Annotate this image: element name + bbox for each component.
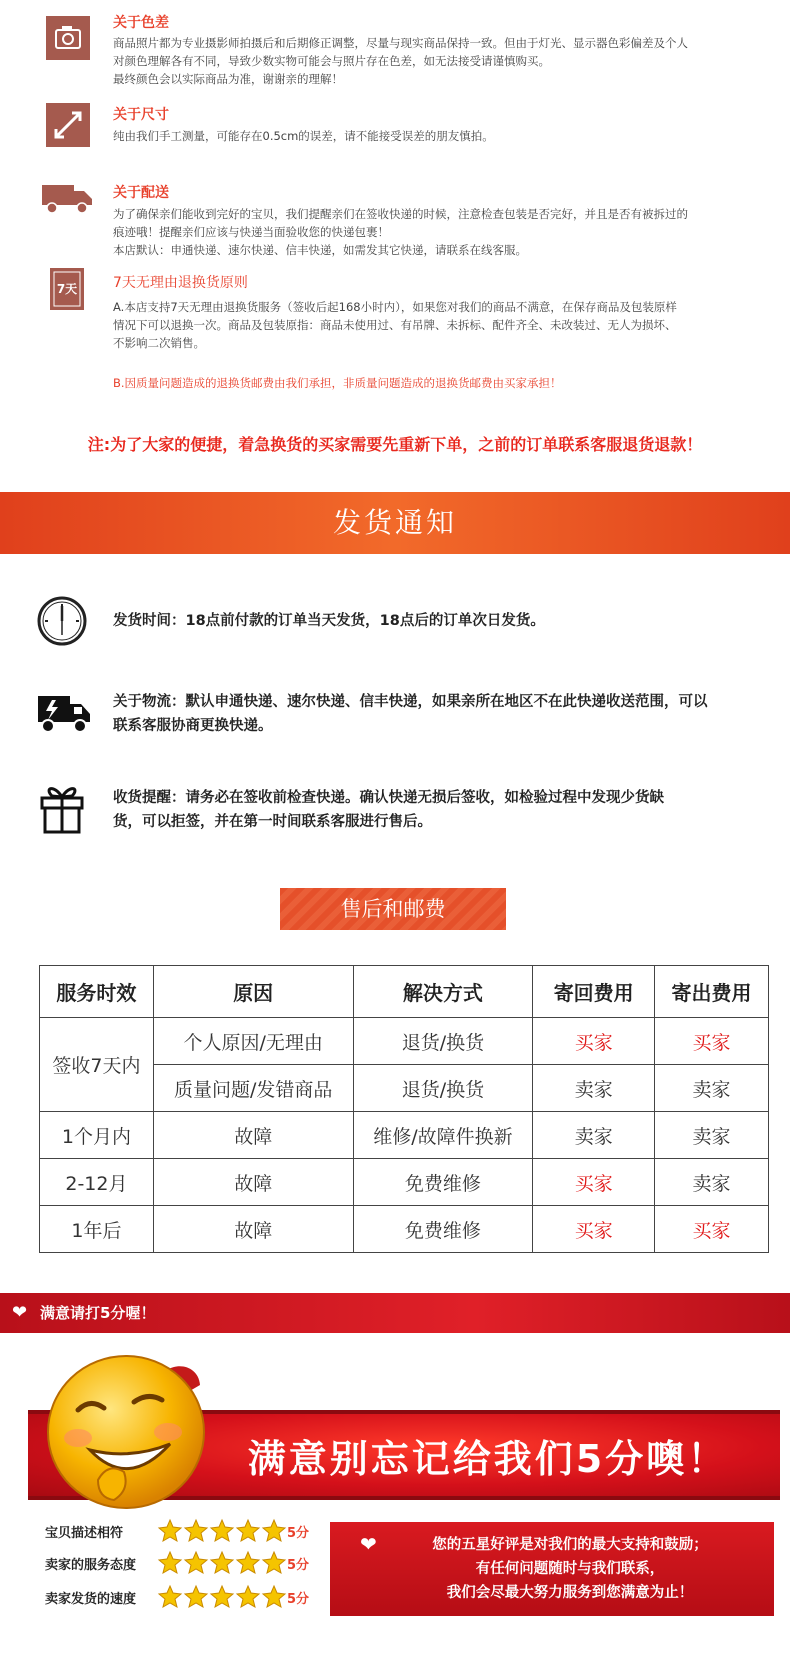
notice-title: 关于色差 xyxy=(113,15,169,31)
send-fee-cell: 买家 xyxy=(655,1206,769,1253)
ruler-icon xyxy=(46,103,90,147)
reason-cell: 个人原因/无理由 xyxy=(153,1018,353,1065)
rating-score: 5分 xyxy=(287,1558,310,1573)
express-truck-icon xyxy=(36,694,92,750)
heart-icon: ❤ xyxy=(12,1302,28,1323)
rating-score: 5分 xyxy=(287,1592,310,1607)
notice-text: A.本店支持7天无理由退换货服务（签收后起168小时内），如果您对我们的商品不满意，在保存商品及包装原样 情况下可以退换一次。商品及包装原指：商品未使用过、有吊牌、未拆标、配件齐全、未改装过、无人为损坏、 不影响二次销售。 xyxy=(113,300,677,350)
praise-line: 我们会尽最大努力服务到您满意为止！ xyxy=(446,1585,694,1601)
return-fee-cell: 卖家 xyxy=(533,1112,655,1159)
praise-box xyxy=(330,1522,774,1616)
rating-label: 卖家的服务态度 xyxy=(45,1558,137,1573)
notice-title: 7天无理由退换货原则 xyxy=(113,275,248,291)
rating-label: 宝贝描述相符 xyxy=(45,1526,124,1541)
send-fee-cell: 卖家 xyxy=(655,1159,769,1206)
five-star-banner-text: 满意别忘记给我们5分噢！ xyxy=(247,1437,729,1481)
notice-text: 纯由我们手工测量，可能存在0.5cm的误差，请不能接受误差的朋友慎拍。 xyxy=(113,129,494,143)
notice-title: 关于尺寸 xyxy=(113,107,169,123)
ship-time-text: 发货时间：18点前付款的订单当天发货，18点后的订单次日发货。 xyxy=(113,613,545,629)
rating-bar xyxy=(0,1293,790,1333)
shipping-banner: 发货通知 xyxy=(0,492,790,554)
smiley-icon xyxy=(38,1340,218,1520)
notice-text: 为了确保亲们能收到完好的宝贝，我们提醒亲们在签收快递的时候，注意检查包装是否完好，并且是否有被拆过的 痕迹哦！提醒亲们应该与快递当面验收您的快递包裹！ 本店默认：申通快递、速尔快递、信丰快递，如需发其它快递，请联系在线客服。 xyxy=(113,207,688,257)
return-fee-cell: 卖家 xyxy=(533,1065,655,1112)
return-fee-cell: 买家 xyxy=(533,1206,655,1253)
gift-icon xyxy=(36,780,92,836)
solution-cell: 免费维修 xyxy=(353,1206,533,1253)
solution-cell: 退货/换货 xyxy=(353,1018,533,1065)
table-row xyxy=(40,1018,769,1065)
send-fee-cell: 卖家 xyxy=(655,1112,769,1159)
send-fee-cell: 买家 xyxy=(655,1018,769,1065)
ship-reminder-text: 收货提醒：请务必在签收前检查快递。确认快递无损后签收，如检验过程中发现少货缺 货，可以拒签，并在第一时间联系客服进行售后。 xyxy=(113,790,664,830)
calendar-7-label: 7天 xyxy=(56,282,78,296)
rating-score: 5分 xyxy=(287,1526,310,1541)
reason-cell: 故障 xyxy=(153,1112,353,1159)
truck-icon xyxy=(42,183,94,215)
period-cell: 1年后 xyxy=(40,1206,154,1253)
header-period: 服务时效 xyxy=(40,966,154,1018)
camera-icon xyxy=(46,16,90,60)
rating-service xyxy=(45,1550,325,1578)
reason-cell: 故障 xyxy=(153,1159,353,1206)
notice-title: 关于配送 xyxy=(113,185,169,201)
quality-postage-note: B.因质量问题造成的退换货邮费由我们承担，非质量问题造成的退换货邮费由买家承担！ xyxy=(113,376,562,390)
period-cell: 签收7天内 xyxy=(40,1018,154,1112)
rating-speed xyxy=(45,1584,325,1612)
solution-cell: 退货/换货 xyxy=(353,1065,533,1112)
praise-line: 有任何问题随时与我们联系， xyxy=(475,1561,665,1577)
table-header-row xyxy=(40,966,769,1018)
rating-bar-text: 满意请打5分喔！ xyxy=(40,1304,156,1322)
notice-text: 商品照片都为专业摄影师拍摄后和后期修正调整，尽量与现实商品保持一致。但由于灯光、显示器色彩偏差及个人 对颜色理解各有不同，导致少数实物可能会与照片存在色差，如无法接受请谨慎购买。 最终颜色会以实际商品为准，谢谢亲的理解！ xyxy=(113,36,688,86)
header-send-fee: 寄出费用 xyxy=(655,966,769,1018)
solution-cell: 免费维修 xyxy=(353,1159,533,1206)
reason-cell: 故障 xyxy=(153,1206,353,1253)
period-cell: 2-12月 xyxy=(40,1159,154,1206)
reason-cell: 质量问题/发错商品 xyxy=(153,1065,353,1112)
solution-cell: 维修/故障件换新 xyxy=(353,1112,533,1159)
header-return-fee: 寄回费用 xyxy=(533,966,655,1018)
aftersale-title: 售后和邮费 xyxy=(280,888,506,930)
service-table xyxy=(39,965,769,1253)
period-cell: 1个月内 xyxy=(40,1112,154,1159)
praise-line: 您的五星好评是对我们的最大支持和鼓励； xyxy=(432,1537,708,1553)
ship-logistics-text: 关于物流：默认申通快递、速尔快递、信丰快递，如果亲所在地区不在此快递收送范围，可以 联系客服协商更换快递。 xyxy=(113,694,708,734)
stars-icon xyxy=(157,1584,287,1610)
table-row xyxy=(40,1159,769,1206)
return-fee-cell: 买家 xyxy=(533,1159,655,1206)
table-row xyxy=(40,1112,769,1159)
reorder-note: 注:为了大家的便捷，着急换货的买家需要先重新下单，之前的订单联系客服退货退款！ xyxy=(87,435,703,454)
calendar-7-icon xyxy=(50,268,84,310)
send-fee-cell: 卖家 xyxy=(655,1065,769,1112)
table-row xyxy=(40,1206,769,1253)
header-solution: 解决方式 xyxy=(353,966,533,1018)
rating-description xyxy=(45,1518,325,1546)
return-fee-cell: 买家 xyxy=(533,1018,655,1065)
stars-icon xyxy=(157,1518,287,1544)
rating-label: 卖家发货的速度 xyxy=(45,1592,137,1607)
header-reason: 原因 xyxy=(153,966,353,1018)
heart-icon: ❤ xyxy=(360,1532,377,1556)
clock-icon xyxy=(36,595,92,651)
stars-icon xyxy=(157,1550,287,1576)
